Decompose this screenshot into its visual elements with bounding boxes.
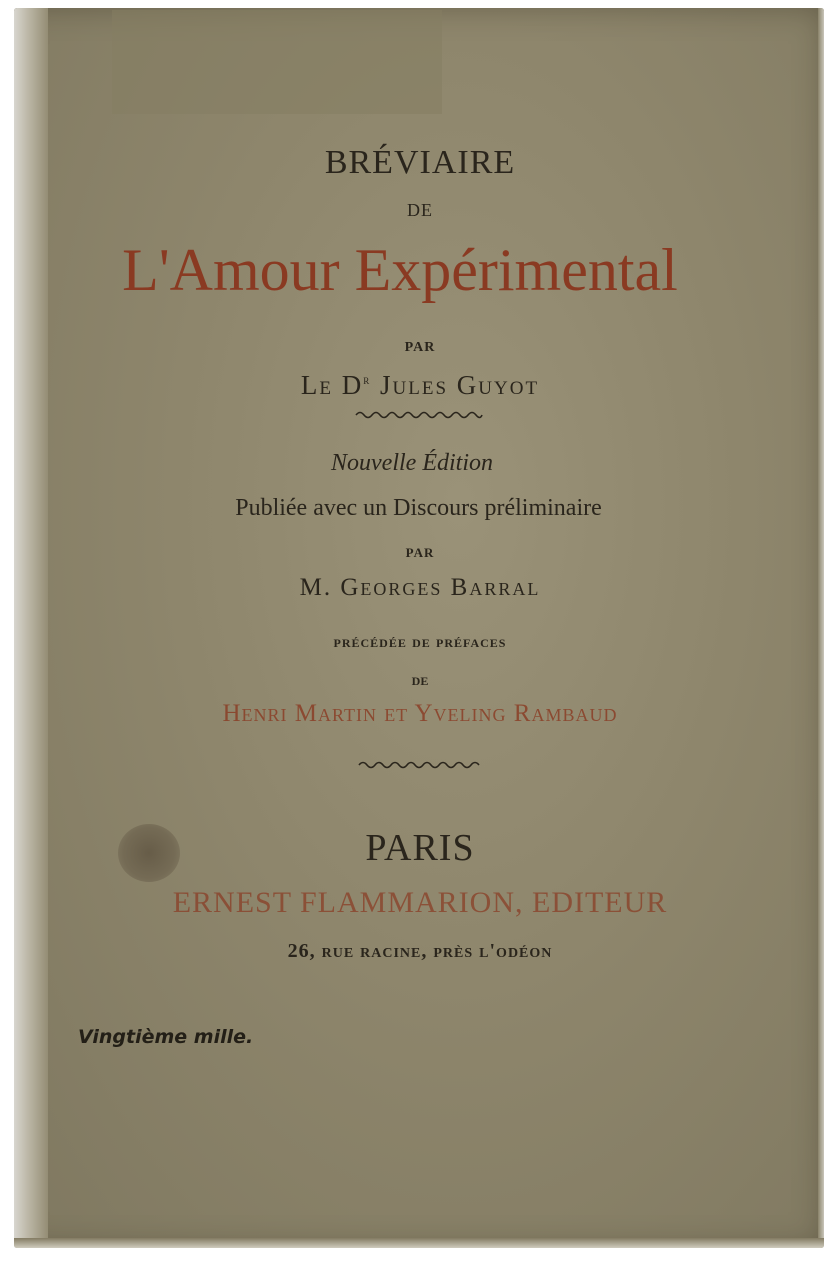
- editor-name: M. Georges Barral: [299, 574, 541, 601]
- title-breviaire: BRÉVIAIRE: [324, 144, 516, 181]
- author-line: [40, 370, 800, 401]
- title-de: DE: [407, 200, 433, 220]
- publisher-address: 26, rue racine, près l'odéon: [287, 940, 553, 962]
- wavy-ornament-bottom: [0, 758, 837, 776]
- editor-by: PAR: [405, 545, 435, 560]
- author-prefix: Le D: [300, 370, 364, 400]
- book-cover: [14, 8, 824, 1248]
- published-with: Publiée avec un Discours préliminaire: [235, 495, 602, 521]
- author-by: PAR: [404, 340, 436, 355]
- cover-right-edge: [818, 8, 824, 1248]
- wavy-ornament-top: [0, 408, 837, 426]
- city: PARIS: [365, 827, 475, 869]
- book-spine: [14, 8, 48, 1248]
- prefaces-de: de: [411, 670, 429, 689]
- publisher: ERNEST FLAMMARION, EDITEUR: [172, 886, 668, 919]
- cover-bottom-edge: [14, 1238, 824, 1248]
- prefaces-line: précédée de préfaces: [333, 632, 507, 651]
- edition: Nouvelle Édition: [331, 450, 493, 476]
- faded-label-patch: [112, 10, 442, 114]
- author-name: Jules Guyot: [380, 370, 540, 400]
- author-superscript: r: [363, 372, 372, 387]
- printing-note: Vingtième mille.: [78, 1026, 254, 1048]
- main-title: L'Amour Expérimental: [122, 237, 678, 303]
- preface-authors: Henri Martin et Yveling Rambaud: [222, 700, 618, 727]
